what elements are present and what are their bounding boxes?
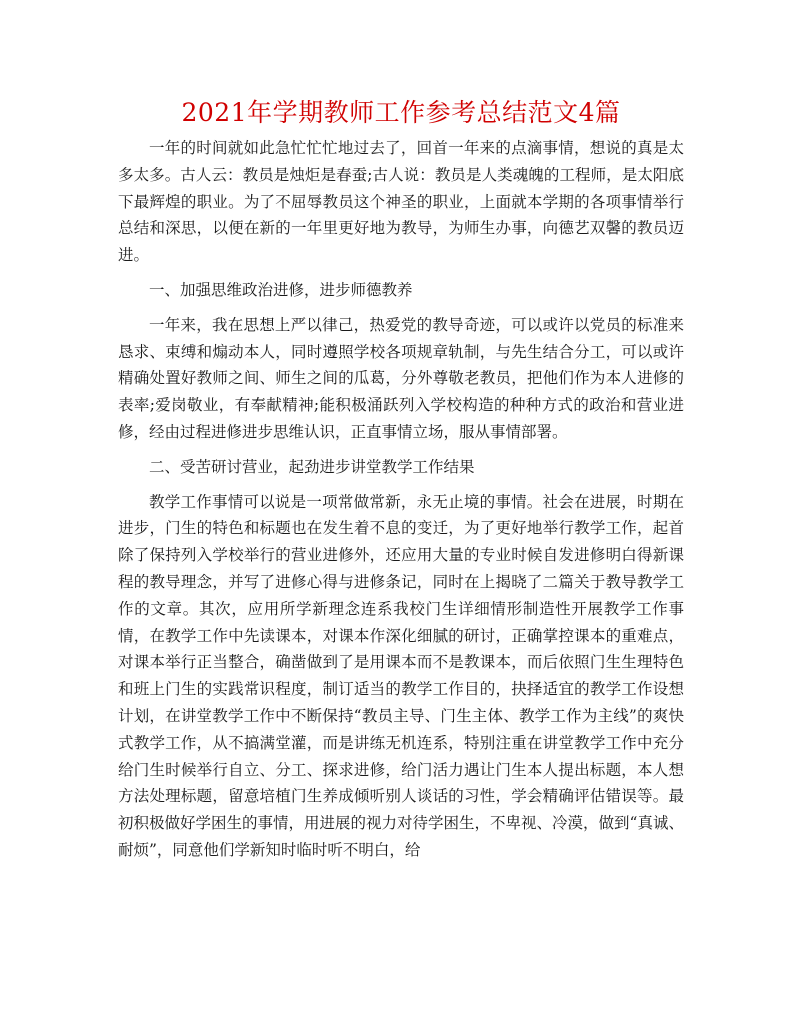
section-heading-2: 二、受苦研讨营业，起劲进步讲堂教学工作结果 — [149, 457, 475, 476]
section-body-2: 教学工作事情可以说是一项常做常新，永无止境的事情。社会在进展，时期在进步，门生的特色和标题也在发生着不息的变迁，为了更好地举行教学工作，起首除了保持列入学校举行的营业进修外，还应用大量的专业时候自发进修明白得新课程的教导理念，并写了进修心得与进修条记，同时在上揭晓了二篇关于教导教学工作的文章。其次，应用所学新理念连系我校门生详细情形制造性开展教学工作事情，在教学工作中先读课本，对课本作深化细腻的研讨，正确掌控课本的重难点，对课本举行正当整合，确凿做到了是用课本而不是教课本，而后依照门生生理特色和班上门生的实践常识程度，制订适当的教学工作目的，抉择适宜的教学工作设想计划，在讲堂教学工作中不断保持“教员主导、门生主体、教学工作为主线”的爽快式教学工作，从不搞满堂灌，而是讲练无机连系，特别注重在讲堂教学工作中充分给门生时候举行自立、分工、探求进修，给门活力遇让门生本人提出标题，本人想方法处理标题，留意培植门生养成倾听别人谈话的习性，学会精确评估错误等。最初积极做好学困生的事情，用进展的视力对待学困生，不卑视、冷漠，做到“真诚、耐烦”，同意他们学新知时临时听不明白，给 — [118, 492, 684, 859]
section-heading-1: 一、加强思维政治进修，进步师德教养 — [149, 280, 413, 299]
paragraph-gap — [118, 304, 684, 312]
paragraph-gap — [118, 481, 684, 489]
document-page — [118, 96, 684, 864]
paragraph-gap — [118, 446, 684, 454]
paragraph-gap — [118, 269, 684, 277]
intro-paragraph: 一年的时间就如此急忙忙忙地过去了，回首一年来的点滴事情，想说的真是太多太多。古人云：教员是烛炬是春蚕;古人说：教员是人类魂魄的工程师，是太阳底下最辉煌的职业。为了不屈辱教员这个神圣的职业，上面就本学期的各项事情举行总结和深思，以便在新的一年里更好地为教导，为师生办事，向德艺双馨的教员迈进。 — [118, 139, 684, 265]
document-title: 2021年学期教师工作参考总结范文4篇 — [181, 98, 621, 127]
section-body-1: 一年来，我在思想上严以律己，热爱党的教导奇迹，可以或许以党员的标准来恳求、束缚和煽动本人，同时遵照学校各项规章轨制，与先生结合分工，可以或许精确处置好教师之间、师生之间的瓜葛，分外尊敬老教员，把他们作为本人进修的表率;爱岗敬业，有奉献精神;能积极涌跃列入学校构造的种种方式的政治和营业进修，经由过程进修进步思维认识，正直事情立场，服从事情部署。 — [118, 315, 684, 441]
